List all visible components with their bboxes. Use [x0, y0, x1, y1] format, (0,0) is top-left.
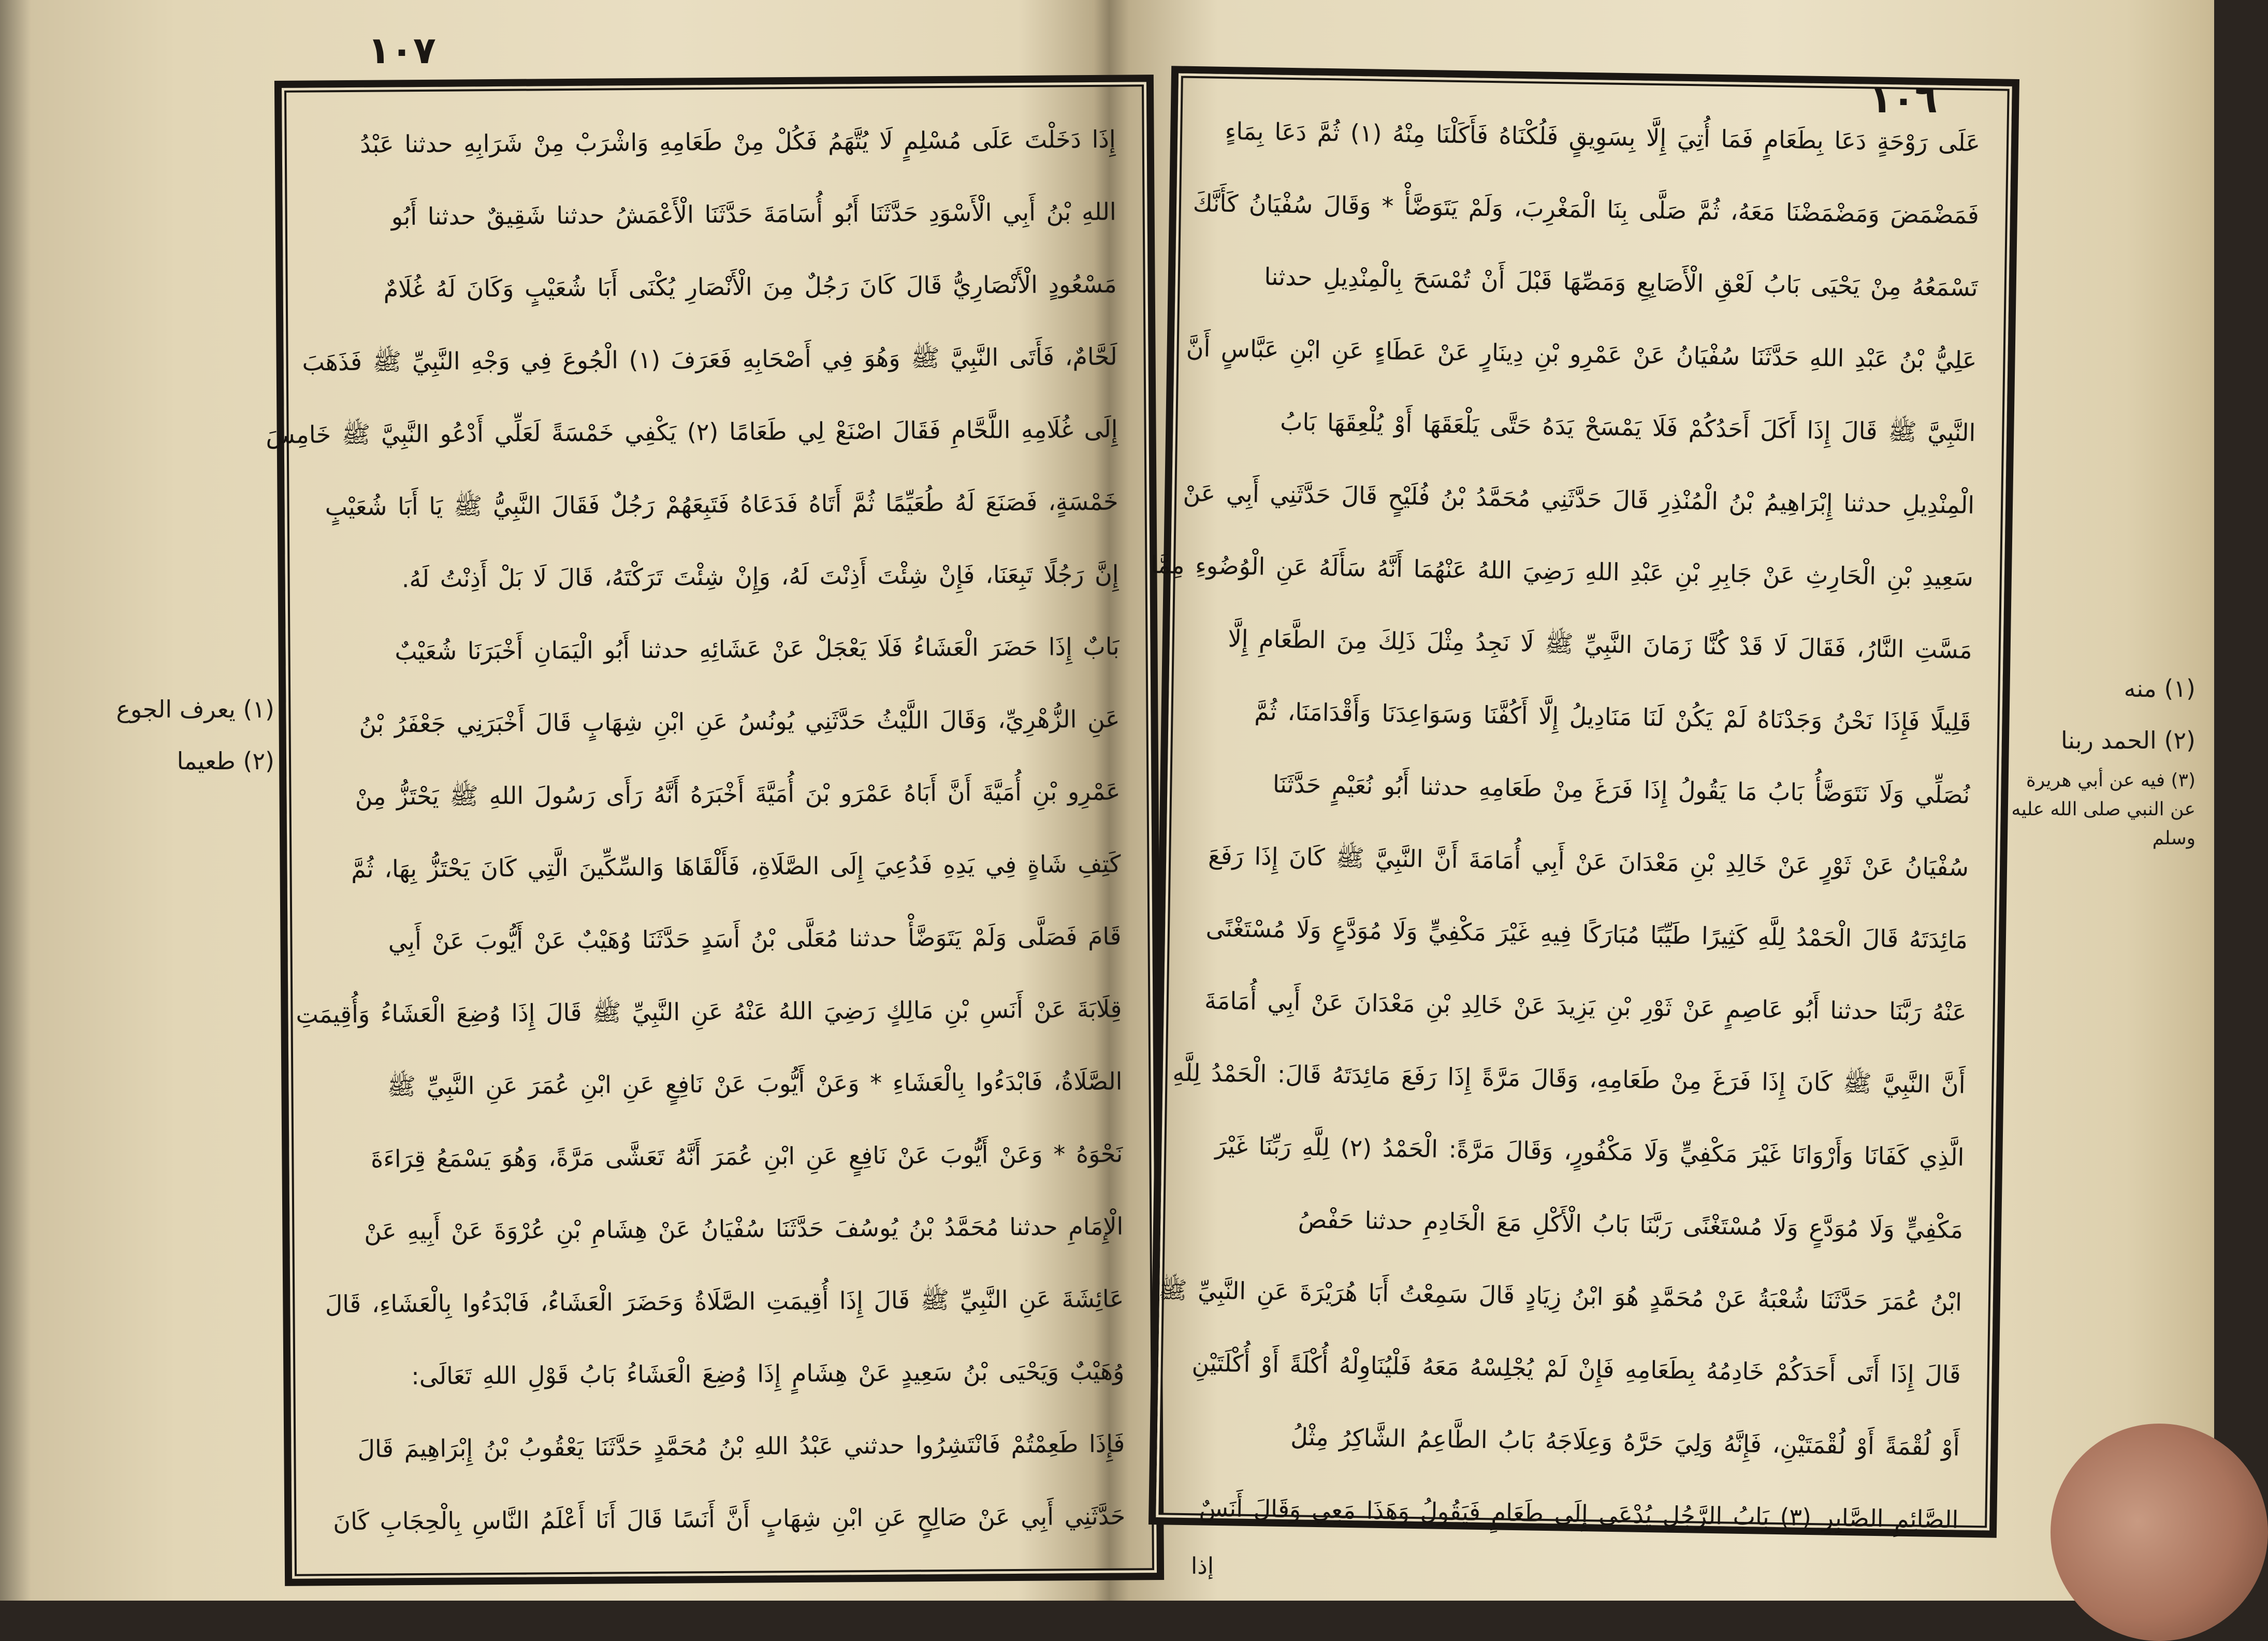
text-line: تَسْمَعُهُ مِنْ يَحْيَى بَابُ لَعْقِ الْأَصَابِعِ وَمَصِّهَا قَبْلَ أَنْ تُمْسَحَ بِالْمِنْدِيلِ حدثنا	[1264, 262, 1979, 302]
text-line: عَنْهُ رَبَّنَا حدثنا أَبُو عَاصِمٍ عَنْ ثَوْرِ بْنِ يَزِيدَ عَنْ خَالِدِ بْنِ مَعْدَانَ عَنْ أَبِي أُمَامَةَ	[1204, 986, 1967, 1027]
text-line: اللهِ بْنُ أَبِي الْأَسْوَدِ حَدَّثَنَا أَبُو أُسَامَةَ حَدَّثَنَا الْأَعْمَشُ حدثنا شَقِيقٌ حدثنا أَبُو	[391, 197, 1116, 231]
margin-note: (٣) فيه عن أبي هريرة عن النبي صلى الله عليه وسلم	[2011, 770, 2196, 849]
text-line: أَوْ لُقْمَةً أَوْ لُقْمَتَيْنِ، فَإِنَّهُ وَلِيَ حَرَّهُ وَعِلَاجَهُ بَابُ الطَّاعِمُ الشَّاكِرُ مِثْلُ	[1290, 1423, 1960, 1461]
text-line: النَّبِيَّ ﷺ قَالَ إِذَا أَكَلَ أَحَدُكُمْ فَلَا يَمْسَحْ يَدَهُ حَتَّى يَلْعَقَهَا أَوْ يُلْعِقَهَا بَابُ	[1280, 407, 1976, 447]
left-page-edge-shadow	[0, 0, 31, 1601]
text-line: الْمِنْدِيلِ حدثنا إِبْرَاهِيمُ بْنُ الْمُنْذِرِ قَالَ حَدَّثَنِي مُحَمَّدُ بْنُ فُلَيْحٍ قَالَ حَدَّثَنِي أَبِي عَنْ	[1183, 478, 1975, 519]
text-line: بَابٌ إِذَا حَضَرَ الْعَشَاءُ فَلَا يَعْجَلْ عَنْ عَشَائِهِ حدثنا أَبُو الْيَمَانِ أَخْبَرَنَا شُعَيْبٌ	[395, 632, 1120, 666]
text-line: عَلِيُّ بْنُ عَبْدِ اللهِ حَدَّثَنَا سُفْيَانُ عَنْ عَمْرِو بْنِ دِينَارٍ عَنْ عَطَاءٍ عَنِ ابْنِ عَبَّاسٍ أَنَّ	[1186, 333, 1977, 374]
text-line: فَإِذَا طَعِمْتُمْ فَانْتَشِرُوا حدثني عَبْدُ اللهِ بْنُ مُحَمَّدٍ حَدَّثَنَا يَعْقُوبُ بْنُ إِبْرَاهِيمَ قَالَ	[357, 1429, 1125, 1463]
text-line: عَائِشَةَ عَنِ النَّبِيِّ ﷺ قَالَ إِذَا أُقِيمَتِ الصَّلَاةُ وَحَضَرَ الْعَشَاءُ، فَابْدَءُوا بِالْعَشَاءِ، قَالَ	[325, 1284, 1124, 1318]
left-page-frame	[266, 75, 1164, 1586]
text-line: الصَّلَاةُ، فَابْدَءُوا بِالْعَشَاءِ * وَعَنْ أَيُّوبَ عَنْ نَافِعٍ عَنِ ابْنِ عُمَرَ عَنِ النَّبِيِّ ﷺ	[387, 1067, 1123, 1101]
text-line: عَمْرِو بْنِ أُمَيَّةَ أَنَّ أَبَاهُ عَمْرَو بْنَ أُمَيَّةَ أَخْبَرَهُ أَنَّهُ رَأَى رَسُولَ اللهِ ﷺ يَحْتَزُّ مِنْ	[355, 777, 1121, 811]
right-margin-notes	[2009, 663, 2196, 853]
left-margin-notes	[98, 683, 274, 787]
text-line: وُهَيْبٌ وَيَحْيَى بْنُ سَعِيدٍ عَنْ هِشَامٍ إِذَا وُضِعَ الْعَشَاءُ بَابُ قَوْلِ اللهِ تَعَالَى:	[411, 1357, 1125, 1390]
text-line: أَنَّ النَّبِيَّ ﷺ كَانَ إِذَا فَرَغَ مِنْ طَعَامِهِ، وَقَالَ مَرَّةً إِذَا رَفَعَ مَائِدَتَهُ قَالَ: الْحَمْدُ لِلَّهِ	[1172, 1058, 1966, 1099]
text-line: حَدَّثَنِي أَبِي عَنْ صَالِحٍ عَنِ ابْنِ شِهَابٍ أَنَّ أَنَسًا قَالَ أَنَا أَعْلَمُ النَّاسِ بِالْحِجَابِ كَانَ	[333, 1502, 1126, 1536]
text-line: إِنَّ رَجُلًا تَبِعَنَا، فَإِنْ شِئْتَ أَذِنْتَ لَهُ، وَإِنْ شِئْتَ تَرَكْتَهُ، قَالَ لَا بَلْ أَذِنْتُ لَهُ.	[401, 560, 1119, 593]
text-line: الَّذِي كَفَانَا وَأَرْوَانَا غَيْرَ مَكْفِيٍّ وَلَا مَكْفُورٍ، وَقَالَ مَرَّةً: الْحَمْدُ (٢) لِلَّهِ رَبِّنَا غَيْرَ	[1215, 1131, 1965, 1171]
text-line: إِلَى غُلَامِهِ اللَّحَّامِ فَقَالَ اصْنَعْ لِي طَعَامًا (٢) يَكْفِي خَمْسَةً لَعَلِّي أَدْعُو النَّبِيَّ ﷺ خَامِسَ	[266, 415, 1118, 449]
text-line: مَسْعُودٍ الْأَنْصَارِيُّ قَالَ كَانَ رَجُلٌ مِنَ الْأَنْصَارِ يُكْنَى أَبَا شُعَيْبٍ وَكَانَ لَهُ غُلَامٌ	[383, 270, 1117, 303]
text-line: قَالَ إِذَا أَتَى أَحَدَكُمْ خَادِمُهُ بِطَعَامِهِ فَإِنْ لَمْ يُجْلِسْهُ مَعَهُ فَلْيُنَاوِلْهُ أُكْلَةً أَوْ أُكْلَتَيْنِ	[1191, 1349, 1961, 1389]
thumb-holding-book	[2051, 1424, 2268, 1641]
margin-note: (١) منه	[2124, 675, 2196, 702]
text-line: سَعِيدِ بْنِ الْحَارِثِ عَنْ جَابِرِ بْنِ عَبْدِ اللهِ رَضِيَ اللهُ عَنْهُمَا أَنَّهُ سَأَلَهُ عَنِ الْوُضُوءِ مِمَّا	[1150, 550, 1974, 592]
text-line: خَمْسَةٍ، فَصَنَعَ لَهُ طُعَيِّمًا ثُمَّ أَتَاهُ فَدَعَاهُ فَتَبِعَهُمْ رَجُلٌ فَقَالَ النَّبِيُّ ﷺ يَا أَبَا شُعَيْبٍ	[325, 487, 1118, 521]
text-line: نَحْوَهُ * وَعَنْ أَيُّوبَ عَنْ نَافِعٍ عَنِ ابْنِ عُمَرَ أَنَّهُ تَعَشَّى مَرَّةً، وَهُوَ يَسْمَعُ قِرَاءَةَ	[370, 1139, 1123, 1173]
right-page-frame	[1148, 66, 2019, 1537]
margin-note: (٢) الحمد ربنا	[2060, 726, 2196, 754]
text-line: سُفْيَانُ عَنْ ثَوْرٍ عَنْ خَالِدِ بْنِ مَعْدَانَ عَنْ أَبِي أُمَامَةَ أَنَّ النَّبِيَّ ﷺ كَانَ إِذَا رَفَعَ	[1208, 841, 1969, 882]
text-line: نُصَلِّي وَلَا نَتَوَضَّأُ بَابُ مَا يَقُولُ إِذَا فَرَغَ مِنْ طَعَامِهِ حدثنا أَبُو نُعَيْمٍ حَدَّثَنَا	[1272, 770, 1970, 809]
margin-note: (٢) طعيما	[177, 747, 274, 775]
text-line: قَلِيلًا فَإِذَا نَحْنُ وَجَدْنَاهُ لَمْ يَكُنْ لَنَا مَنَادِيلُ إِلَّا أَكُفَّنَا وَسَوَاعِدَنَا وَأَقْدَامَنَا، ثُمَّ	[1254, 697, 1971, 737]
text-line: إِذَا دَخَلْتَ عَلَى مُسْلِمٍ لَا يُتَّهَمُ فَكُلْ مِنْ طَعَامِهِ وَاشْرَبْ مِنْ شَرَابِهِ حدثنا عَبْدُ	[360, 125, 1116, 158]
text-line: كَتِفِ شَاةٍ فِي يَدِهِ فَدُعِيَ إِلَى الصَّلَاةِ، فَأَلْقَاهَا وَالسِّكِّينَ الَّتِي كَانَ يَحْتَزُّ بِهَا، ثُمَّ	[351, 849, 1121, 883]
right-page-number: ١٠٦	[1869, 78, 1938, 121]
text-line: مَسَّتِ النَّارُ، فَقَالَ لَا قَدْ كُنَّا زَمَانَ النَّبِيِّ ﷺ لَا نَجِدُ مِثْلَ ذَلِكَ مِنَ الطَّعَامِ إِلَّا	[1228, 624, 1973, 664]
margin-note: (١) يعرف الجوع	[116, 695, 274, 723]
text-line: لَحَّامٌ، فَأَتَى النَّبِيَّ ﷺ وَهُوَ فِي أَصْحَابِهِ فَعَرَفَ (١) الْجُوعَ فِي وَجْهِ النَّبِيِّ ﷺ فَذَهَبَ	[302, 342, 1117, 376]
left-page-text	[266, 103, 1126, 1558]
text-line: قِلَابَةَ عَنْ أَنَسِ بْنِ مَالِكٍ رَضِيَ اللهُ عَنْهُ عَنِ النَّبِيِّ ﷺ قَالَ إِذَا وُضِعَ الْعَشَاءُ وَأُقِيمَتِ	[296, 994, 1122, 1029]
text-line: الْإِمَامِ حدثنا مُحَمَّدُ بْنُ يُوسُفَ حَدَّثَنَا سُفْيَانُ عَنْ هِشَامِ بْنِ عُرْوَةَ عَنْ أَبِيهِ عَنْ	[364, 1212, 1124, 1246]
text-line: الصَّائِمِ الصَّابِرِ (٣) بَابُ الرَّجُلِ يُدْعَى إِلَى طَعَامٍ فَيَقُولُ وَهَذَا مَعِي وَقَالَ أَنَسٌ	[1199, 1493, 1959, 1534]
text-line: قَامَ فَصَلَّى وَلَمْ يَتَوَضَّأْ حدثنا مُعَلَّى بْنُ أَسَدٍ حَدَّثَنَا وُهَيْبٌ عَنْ أَيُّوبَ عَنْ أَبِي	[388, 922, 1122, 956]
text-line: مَكْفِيٍّ وَلَا مُوَدَّعٍ وَلَا مُسْتَغْنًى رَبَّنَا بَابُ الْأَكْلِ مَعَ الْخَادِمِ حدثنا حَفْصُ	[1298, 1205, 1964, 1244]
text-line: عَلَى رَوْحَةٍ دَعَا بِطَعَامٍ فَمَا أُتِيَ إِلَّا بِسَوِيقٍ فَلُكْنَاهُ فَأَكَلْنَا مِنْهُ (١) ثُمَّ دَعَا بِمَاءٍ	[1225, 116, 1981, 157]
text-line: عَنِ الزُّهْرِيِّ، وَقَالَ اللَّيْثُ حَدَّثَنِي يُونُسُ عَنِ ابْنِ شِهَابٍ قَالَ أَخْبَرَنِي جَعْفَرُ بْنُ	[359, 705, 1120, 738]
text-line: فَمَضْمَضَ وَمَضْمَضْنَا مَعَهُ، ثُمَّ صَلَّى بِنَا الْمَغْرِبَ، وَلَمْ يَتَوَضَّأْ * وَقَالَ سُفْيَانُ كَأَنَّكَ	[1193, 188, 1980, 229]
right-page-text	[1150, 94, 1981, 1534]
text-line: ابْنُ عُمَرَ حَدَّثَنَا شُعْبَةُ عَنْ مُحَمَّدٍ هُوَ ابْنُ زِيَادٍ قَالَ سَمِعْتُ أَبَا هُرَيْرَةَ عَنِ النَّبِيِّ ﷺ	[1158, 1276, 1962, 1316]
catchword: إذا	[1191, 1553, 1214, 1579]
text-line: مَائِدَتَهُ قَالَ الْحَمْدُ لِلَّهِ كَثِيرًا طَيِّبًا مُبَارَكًا فِيهِ غَيْرَ مَكْفِيٍّ وَلَا مُوَدَّعٍ وَلَا مُسْتَغْنًى	[1205, 914, 1968, 954]
left-page-number: ١٠٧	[368, 28, 436, 72]
